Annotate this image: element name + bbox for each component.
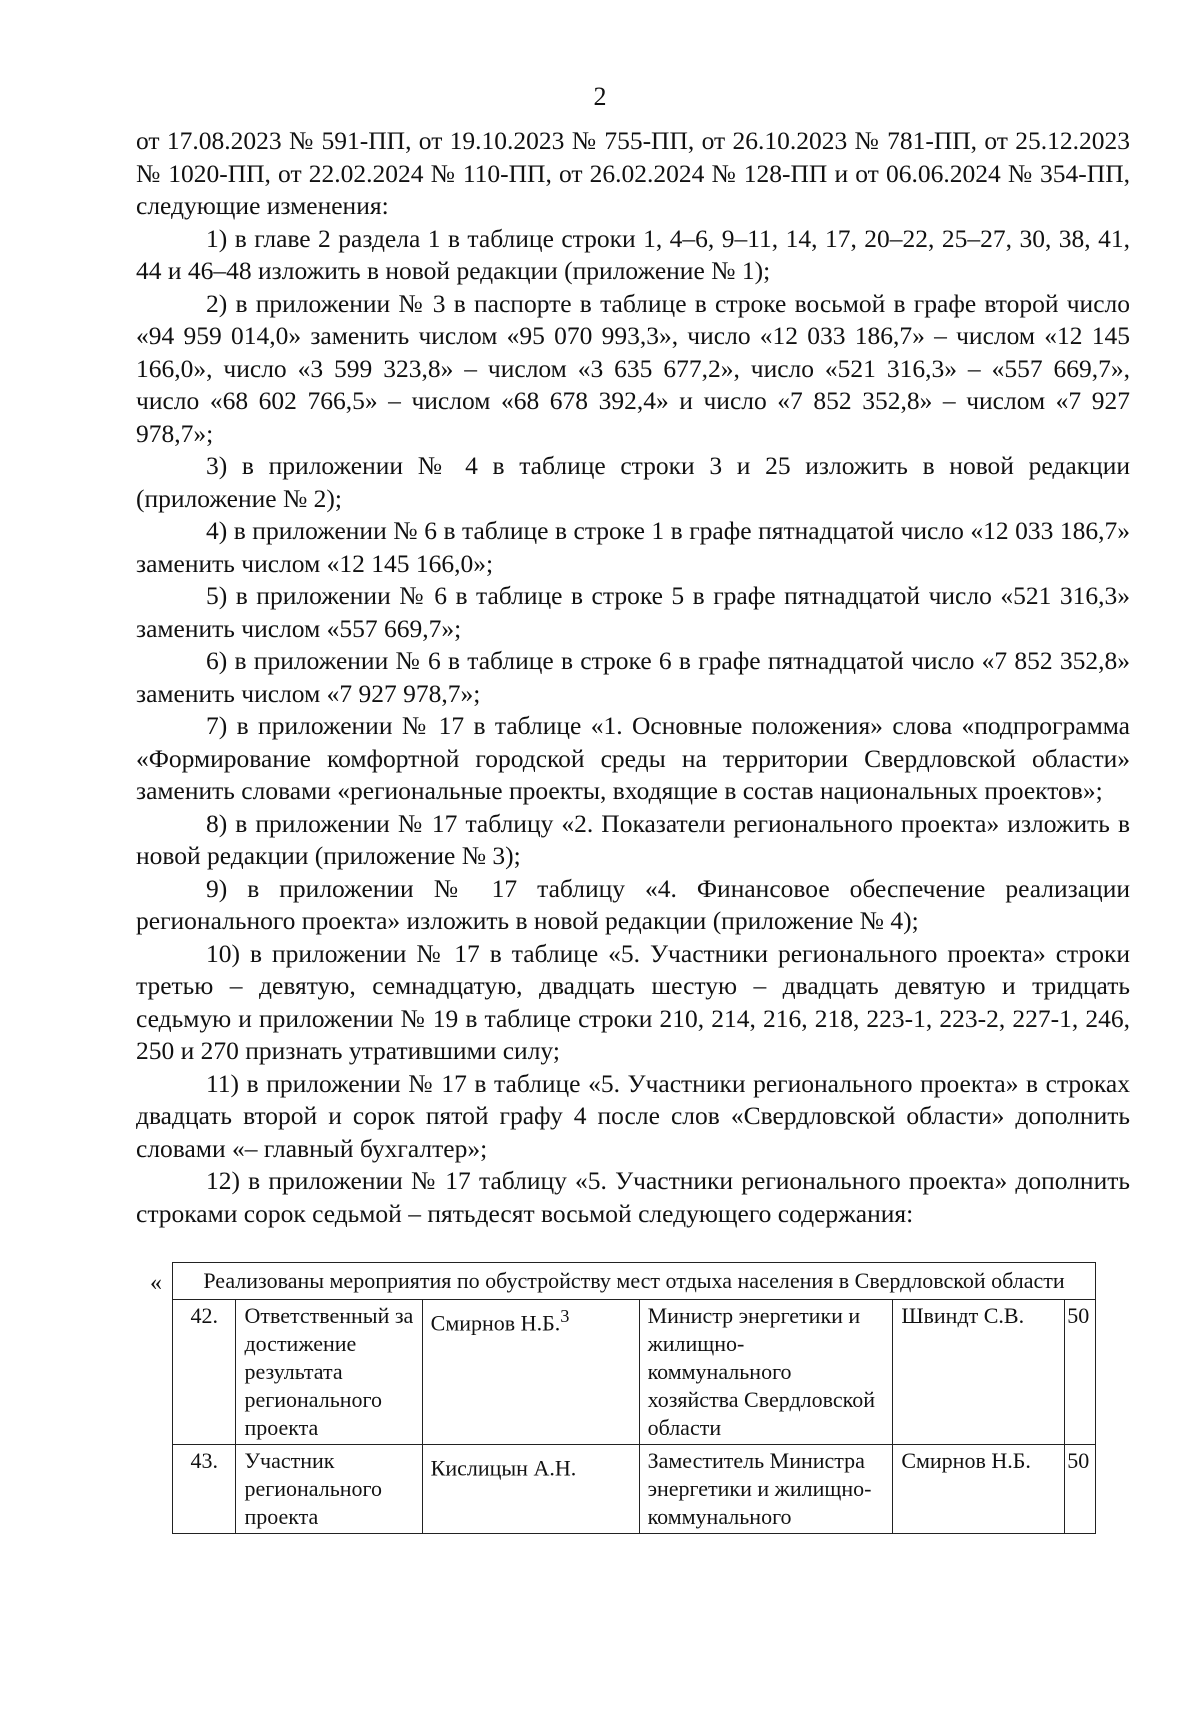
row-share: 50 bbox=[1065, 1445, 1096, 1534]
row-name-footnote: 3 bbox=[560, 1306, 570, 1326]
row-number: 42. bbox=[173, 1300, 236, 1445]
row-name bbox=[422, 1300, 639, 1445]
opening-quote-mark: « bbox=[150, 1270, 162, 1296]
row-name bbox=[422, 1445, 639, 1534]
row-name-text: Смирнов Н.Б. bbox=[430, 1310, 561, 1336]
paragraph-item-12: 12) в приложении № 17 таблицу «5. Участники регионального проекта» дополнить строками сорок седьмой – пятьдесят восьмой следующего содержания: bbox=[136, 1166, 1130, 1228]
paragraph-item-3: 3) в приложении № 4 в таблице строки 3 и 25 изложить в новой редакции (приложение № 2); bbox=[136, 451, 1130, 513]
table-row bbox=[173, 1445, 1096, 1534]
page-number: 2 bbox=[593, 82, 607, 111]
row-supervisor: Смирнов Н.Б. bbox=[893, 1445, 1065, 1534]
paragraph-item-2: 2) в приложении № 3 в паспорте в таблице в строке восьмой в графе второй число «94 959 014,0» заменить числом «95 070 993,3», число «12 033 186,7» – числом «12 145 166,0», число «3 599 323,8» – числом «3 635 677,2», число «521 316,3» – «557 669,7», число «68 602 766,5» – числом «68 678 392,4» и число «7 852 352,8» – числом «7 927 978,7»; bbox=[136, 288, 1130, 448]
body-text bbox=[136, 125, 1130, 1230]
row-role: Участник регионального проекта bbox=[236, 1445, 422, 1534]
paragraph-item-5: 5) в приложении № 6 в таблице в строке 5 в графе пятнадцатой число «521 316,3» заменить числом «557 669,7»; bbox=[136, 581, 1130, 643]
paragraph-item-4: 4) в приложении № 6 в таблице в строке 1 в графе пятнадцатой число «12 033 186,7» заменить числом «12 145 166,0»; bbox=[136, 516, 1130, 578]
row-role: Ответственный за достижение результата регионального проекта bbox=[236, 1300, 422, 1445]
paragraph-item-11: 11) в приложении № 17 в таблице «5. Участники регионального проекта» в строках двадцать второй и сорок пятой графу 4 после слов «Свердловской области» дополнить словами «– главный бухгалтер»; bbox=[136, 1068, 1130, 1163]
paragraph-item-9: 9) в приложении № 17 таблицу «4. Финансовое обеспечение реализации регионального проекта» изложить в новой редакции (приложение № 4); bbox=[136, 873, 1130, 935]
table-section-header: Реализованы мероприятия по обустройству мест отдыха населения в Свердловской области bbox=[173, 1263, 1096, 1300]
table-row bbox=[173, 1300, 1096, 1445]
paragraph-item-7: 7) в приложении № 17 в таблице «1. Основные положения» слова «подпрограмма «Формирование комфортной городской среды на территории Свердловской области» заменить словами «региональные проекты, входящие в состав национальных проектов»; bbox=[136, 711, 1130, 805]
paragraph-item-8: 8) в приложении № 17 таблицу «2. Показатели регионального проекта» изложить в новой редакции (приложение № 3); bbox=[136, 808, 1130, 870]
paragraph-item-10: 10) в приложении № 17 в таблице «5. Участники регионального проекта» строки третью – девятую, семнадцатую, двадцать шестую – двадцать девятую и тридцать седьмую и приложении № 19 в таблице строки 210, 214, 216, 218, 223-1, 223-2, 227-1, 246, 250 и 270 признать утратившими силу; bbox=[136, 938, 1130, 1065]
row-name-text: Кислицын А.Н. bbox=[430, 1455, 577, 1481]
paragraph-item-6: 6) в приложении № 6 в таблице в строке 6 в графе пятнадцатой число «7 852 352,8» заменить числом «7 927 978,7»; bbox=[136, 646, 1130, 708]
row-position: Министр энергетики и жилищно-коммунального хозяйства Свердловской области bbox=[639, 1300, 893, 1445]
participants-table bbox=[172, 1262, 1096, 1534]
table-header-row bbox=[173, 1263, 1096, 1300]
paragraph-item-1: 1) в главе 2 раздела 1 в таблице строки 1, 4–6, 9–11, 14, 17, 20–22, 25–27, 30, 38, 41, 44 и 46–48 изложить в новой редакции (приложение № 1); bbox=[136, 223, 1130, 285]
row-number: 43. bbox=[173, 1445, 236, 1534]
row-position: Заместитель Министра энергетики и жилищно-коммунального bbox=[639, 1445, 893, 1534]
row-supervisor: Швиндт С.В. bbox=[893, 1300, 1065, 1445]
row-share: 50 bbox=[1065, 1300, 1096, 1445]
paragraph-intro: от 17.08.2023 № 591-ПП, от 19.10.2023 № 755-ПП, от 26.10.2023 № 781-ПП, от 25.12.2023 № 1020-ПП, от 22.02.2024 № 110-ПП, от 26.02.2024 № 128-ПП и от 06.06.2024 № 354-ПП, следующие изменения: bbox=[136, 126, 1130, 220]
